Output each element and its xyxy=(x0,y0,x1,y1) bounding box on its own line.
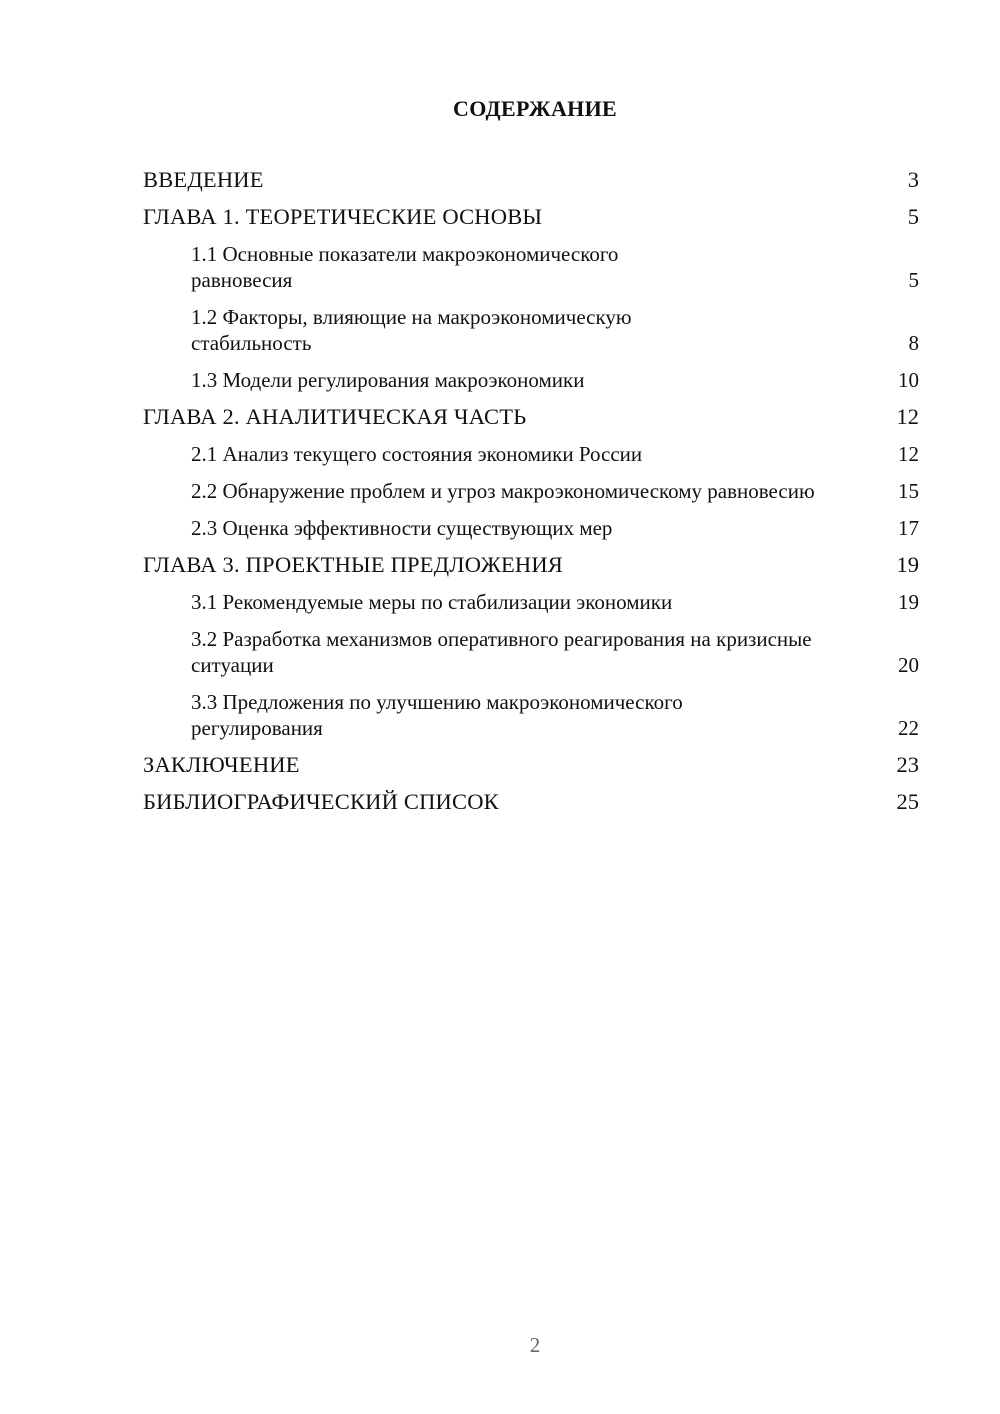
toc-entry-label: ВВЕДЕНИЕ xyxy=(143,167,264,192)
toc-entry-bibliography[interactable] xyxy=(143,789,919,815)
toc-entry-page: 10 xyxy=(898,368,919,392)
toc-entry-chapter-3[interactable] xyxy=(143,552,919,578)
toc-entry-label: БИБЛИОГРАФИЧЕСКИЙ СПИСОК xyxy=(143,789,499,814)
toc-entry-page: 19 xyxy=(896,552,919,577)
toc-entry-section-1-1[interactable] xyxy=(143,241,919,293)
toc-entry-page: 20 xyxy=(898,653,919,677)
toc-entry-section-3-1[interactable] xyxy=(143,589,919,615)
toc-entry-label: 3.1 Рекомендуемые меры по стабилизации экономики xyxy=(191,590,673,614)
toc-entry-page: 22 xyxy=(898,716,919,740)
table-of-contents xyxy=(143,167,919,826)
toc-entry-label: ГЛАВА 2. АНАЛИТИЧЕСКАЯ ЧАСТЬ xyxy=(143,404,527,429)
toc-entry-page: 5 xyxy=(907,204,919,229)
toc-entry-chapter-1[interactable] xyxy=(143,204,919,230)
toc-entry-section-1-3[interactable] xyxy=(143,367,919,393)
page-title: СОДЕРЖАНИЕ xyxy=(453,96,617,121)
toc-entry-section-2-1[interactable] xyxy=(143,441,919,467)
toc-entry-section-3-2[interactable] xyxy=(143,626,919,678)
toc-entry-page: 23 xyxy=(896,752,919,777)
toc-entry-page: 15 xyxy=(898,479,919,503)
toc-entry-label: ГЛАВА 3. ПРОЕКТНЫЕ ПРЕДЛОЖЕНИЯ xyxy=(143,552,564,577)
toc-entry-section-3-3[interactable] xyxy=(143,689,919,741)
toc-entry-label: 1.1 Основные показатели макроэкономического равновесия xyxy=(191,242,619,292)
toc-entry-page: 8 xyxy=(908,331,919,355)
toc-entry-chapter-2[interactable] xyxy=(143,404,919,430)
toc-entry-introduction[interactable] xyxy=(143,167,919,193)
toc-entry-section-2-2[interactable] xyxy=(143,478,919,504)
toc-entry-page: 19 xyxy=(898,590,919,614)
toc-entry-label: 2.3 Оценка эффективности существующих мер xyxy=(191,516,613,540)
toc-entry-page: 3 xyxy=(907,167,919,192)
toc-entry-section-1-2[interactable] xyxy=(143,304,919,356)
toc-entry-label: 3.3 Предложения по улучшению макроэкономического регулирования xyxy=(191,690,683,740)
toc-entry-label: ЗАКЛЮЧЕНИЕ xyxy=(143,752,300,777)
toc-entry-label: 1.3 Модели регулирования макроэкономики xyxy=(191,368,585,392)
toc-entry-label: ГЛАВА 1. ТЕОРЕТИЧЕСКИЕ ОСНОВЫ xyxy=(143,204,543,229)
toc-entry-label: 3.2 Разработка механизмов оперативного реагирования на кризисные ситуации xyxy=(191,627,812,677)
toc-entry-conclusion[interactable] xyxy=(143,752,919,778)
toc-entry-section-2-3[interactable] xyxy=(143,515,919,541)
toc-entry-page: 25 xyxy=(896,789,919,814)
toc-entry-page: 17 xyxy=(898,516,919,540)
page-number: 2 xyxy=(529,1333,541,1357)
toc-entry-page: 5 xyxy=(908,268,919,292)
toc-entry-label: 1.2 Факторы, влияющие на макроэкономическую стабильность xyxy=(191,305,632,355)
toc-entry-label: 2.1 Анализ текущего состояния экономики России xyxy=(191,442,643,466)
toc-entry-label: 2.2 Обнаружение проблем и угроз макроэкономическому равновесию xyxy=(191,479,815,503)
toc-entry-page: 12 xyxy=(896,404,919,429)
toc-entry-page: 12 xyxy=(898,442,919,466)
